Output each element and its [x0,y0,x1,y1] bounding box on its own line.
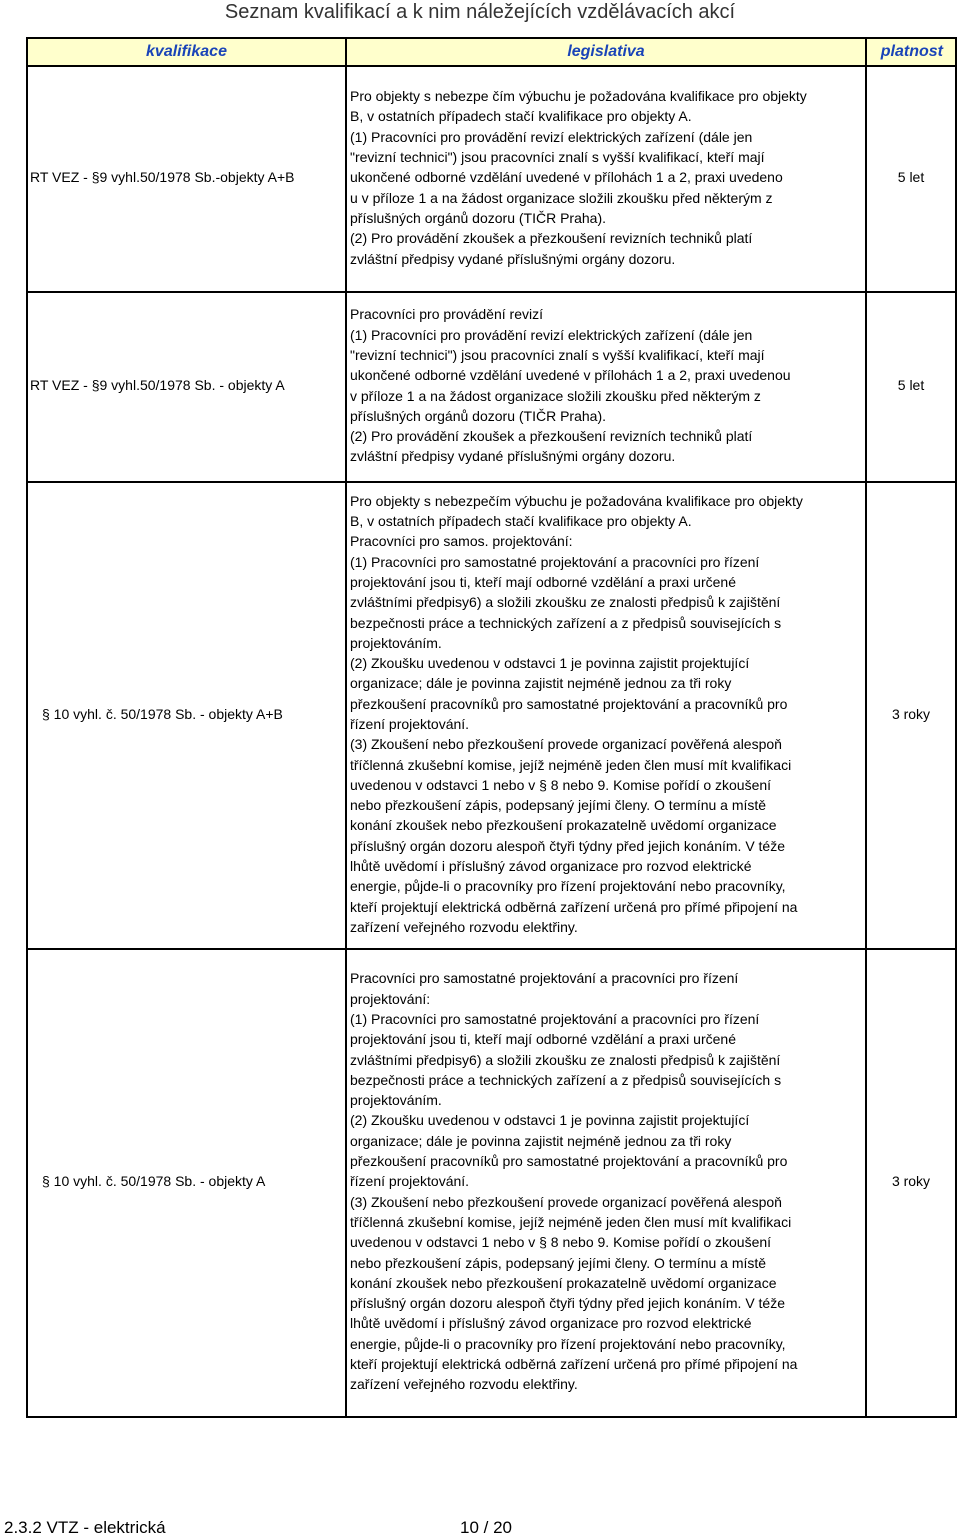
legislation-line: konání zkoušek nebo přezkoušení prokazatelně uvědomí organizace [350,817,777,834]
legislation-line: (2) Zkoušku uvedenou v odstavci 1 je povinna zajistit projektující [350,1112,750,1129]
legislation-line: ukončené odborné vzdělání uvedené v přílohách 1 a 2, praxi uvedeno [350,169,783,186]
qualification-cell: § 10 vyhl. č. 50/1978 Sb. - objekty A+B [27,482,346,945]
legislation-line: nebo přezkoušení zápis, podepsaný jejími členy. O termínu a místě [350,1254,767,1271]
table-body [27,66,956,1417]
legislation-line: "revizní technici") jsou pracovníci znalí s vyšší kvalifikací, kteří mají [350,149,765,166]
row-divider [27,1413,956,1417]
legislation-line: (1) Pracovníci pro provádění revizí elektrických zařízení (dále jen [350,326,753,343]
legislation-line: (3) Zkoušení nebo přezkoušení provede organizací pověřená alespoň [350,736,782,753]
legislation-line: Pracovníci pro samostatné projektování a pracovníci pro řízení [350,970,739,987]
legislation-line: tříčlenná zkušební komise, jejíž nejméně jeden člen musí mít kvalifikaci [350,756,792,773]
legislation-line: energie, půjde-li o pracovníky pro řízení projektování nebo pracovníky, [350,1335,786,1352]
legislation-line: projektování jsou ti, kteří mají odborné vzdělání a praxi určené [350,573,736,590]
legislation-line: (1) Pracovníci pro samostatné projektování a pracovníci pro řízení [350,553,760,570]
legislation-line: uvedenou v odstavci 1 nebo v § 8 nebo 9. Komise pořídí o zkoušení [350,1234,772,1251]
legislation-line: zařízení veřejného rozvodu elektřiny. [350,1376,578,1393]
legislation-line: projektováním. [350,1092,442,1109]
legislation-line: "revizní technici") jsou pracovníci znalí s vyšší kvalifikací, kteří mají [350,346,765,363]
divider-cell [27,1413,346,1417]
page-title: Seznam kvalifikací a k nim náležejících vzdělávacích akcí [224,1,736,23]
legislation-line: řízení projektování. [350,1173,470,1190]
divider-cell [346,1413,866,1417]
legislation-line: Pro objekty s nebezpečím výbuchu je požadována kvalifikace pro objekty [350,492,803,509]
legislation-line: uvedenou v odstavci 1 nebo v § 8 nebo 9. Komise pořídí o zkoušení [350,776,772,793]
legislation-cell [346,292,866,478]
table-row [27,66,956,288]
legislation-line: kteří projektují elektrická odběrná zařízení určená pro přímé připojení na [350,898,798,915]
legislation-line: bezpečnosti práce a technických zařízení a z předpisů souvisejících s [350,1071,782,1088]
legislation-line: (2) Pro provádění zkoušek a přezkoušení revizních techniků platí [350,428,753,445]
legislation-line: projektování jsou ti, kteří mají odborné vzdělání a praxi určené [350,1031,736,1048]
legislation-line: zvláštními předpisy6) a složili zkoušku ze znalosti předpisů k zajištění [350,1051,781,1068]
legislation-line: lhůtě uvědomí i příslušný závod organizace pro rozvod elektrické [350,858,752,875]
legislation-line: příslušných orgánů dozoru (TIČR Praha). [350,407,606,424]
table-row [27,949,956,1413]
legislation-line: příslušný orgán dozoru alespoň čtyři týdny před jejich konáním. V téže [350,1295,786,1312]
divider-cell [866,1413,956,1417]
legislation-line: organizace; dále je povinna zajistit nejméně jednou za tři roky [350,675,732,692]
footer-page-number: 10 / 20 [460,1518,512,1537]
header-kvalifikace: kvalifikace [27,38,346,66]
legislation-line: nebo přezkoušení zápis, podepsaný jejími členy. O termínu a místě [350,797,767,814]
legislation-line: (3) Zkoušení nebo přezkoušení provede organizací pověřená alespoň [350,1193,782,1210]
qualification-table [26,37,957,1418]
validity-cell: 5 let [866,292,956,478]
legislation-line: organizace; dále je povinna zajistit nejméně jednou za tři roky [350,1132,732,1149]
legislation-line: bezpečnosti práce a technických zařízení a z předpisů souvisejících s [350,614,782,631]
validity-cell: 5 let [866,66,956,288]
legislation-cell [346,949,866,1413]
header-platnost: platnost [866,38,956,66]
legislation-line: příslušných orgánů dozoru (TIČR Praha). [350,209,606,226]
legislation-line: projektováním. [350,634,442,651]
legislation-line: Pro objekty s nebezpe čím výbuchu je požadována kvalifikace pro objekty [350,88,807,105]
legislation-line: (2) Zkoušku uvedenou v odstavci 1 je povinna zajistit projektující [350,655,750,672]
table-header-row [27,38,956,66]
table-row [27,482,956,945]
legislation-line: příslušný orgán dozoru alespoň čtyři týdny před jejich konáním. V téže [350,837,786,854]
legislation-line: Pracovníci pro provádění revizí [350,306,543,323]
legislation-line: (2) Pro provádění zkoušek a přezkoušení revizních techniků platí [350,230,753,247]
legislation-line: Pracovníci pro samos. projektování: [350,533,573,550]
legislation-line: zvláštní předpisy vydané příslušnými orgány dozoru. [350,448,676,465]
legislation-line: řízení projektování. [350,716,470,732]
legislation-line: (1) Pracovníci pro provádění revizí elektrických zařízení (dále jen [350,128,753,145]
legislation-line: zvláštními předpisy6) a složili zkoušku ze znalosti předpisů k zajištění [350,594,781,611]
legislation-line: lhůtě uvědomí i příslušný závod organizace pro rozvod elektrické [350,1315,752,1332]
legislation-line: u v příloze 1 a na žádost organizace složili zkoušku před některým z [350,189,773,206]
legislation-line: (1) Pracovníci pro samostatné projektování a pracovníci pro řízení [350,1010,760,1027]
legislation-line: zařízení veřejného rozvodu elektřiny. [350,918,578,935]
legislation-cell [346,66,866,288]
legislation-line: ukončené odborné vzdělání uvedené v přílohách 1 a 2, praxi uvedenou [350,367,791,384]
header-legislativa: legislativa [346,38,866,66]
legislation-line: přezkoušení pracovníků pro samostatné projektování a pracovníků pro [350,1153,788,1170]
legislation-line: zvláštní předpisy vydané příslušnými orgány dozoru. [350,250,676,267]
legislation-line: konání zkoušek nebo přezkoušení prokazatelně uvědomí organizace [350,1274,777,1291]
legislation-line: v příloze 1 a na žádost organizace složili zkoušku před některým z [350,387,761,404]
legislation-line: energie, půjde-li o pracovníky pro řízení projektování nebo pracovníky, [350,878,786,895]
legislation-line: B, v ostatních případech stačí kvalifikace pro objekty A. [350,108,692,125]
legislation-line: B, v ostatních případech stačí kvalifikace pro objekty A. [350,513,692,530]
legislation-line: projektování: [350,990,431,1007]
qualification-cell: RT VEZ - §9 vyhl.50/1978 Sb. - objekty A [27,292,346,478]
legislation-line: přezkoušení pracovníků pro samostatné projektování a pracovníků pro [350,695,788,712]
qualification-cell: § 10 vyhl. č. 50/1978 Sb. - objekty A [27,949,346,1413]
qualification-cell: RT VEZ - §9 vyhl.50/1978 Sb.-objekty A+B [27,66,346,288]
validity-cell: 3 roky [866,949,956,1413]
table-row [27,292,956,478]
validity-cell: 3 roky [866,482,956,945]
footer-section: 2.3.2 VTZ - elektrická [4,1518,166,1537]
legislation-cell [346,482,866,945]
legislation-line: tříčlenná zkušební komise, jejíž nejméně jeden člen musí mít kvalifikaci [350,1213,792,1230]
legislation-line: kteří projektují elektrická odběrná zařízení určená pro přímé připojení na [350,1356,798,1373]
